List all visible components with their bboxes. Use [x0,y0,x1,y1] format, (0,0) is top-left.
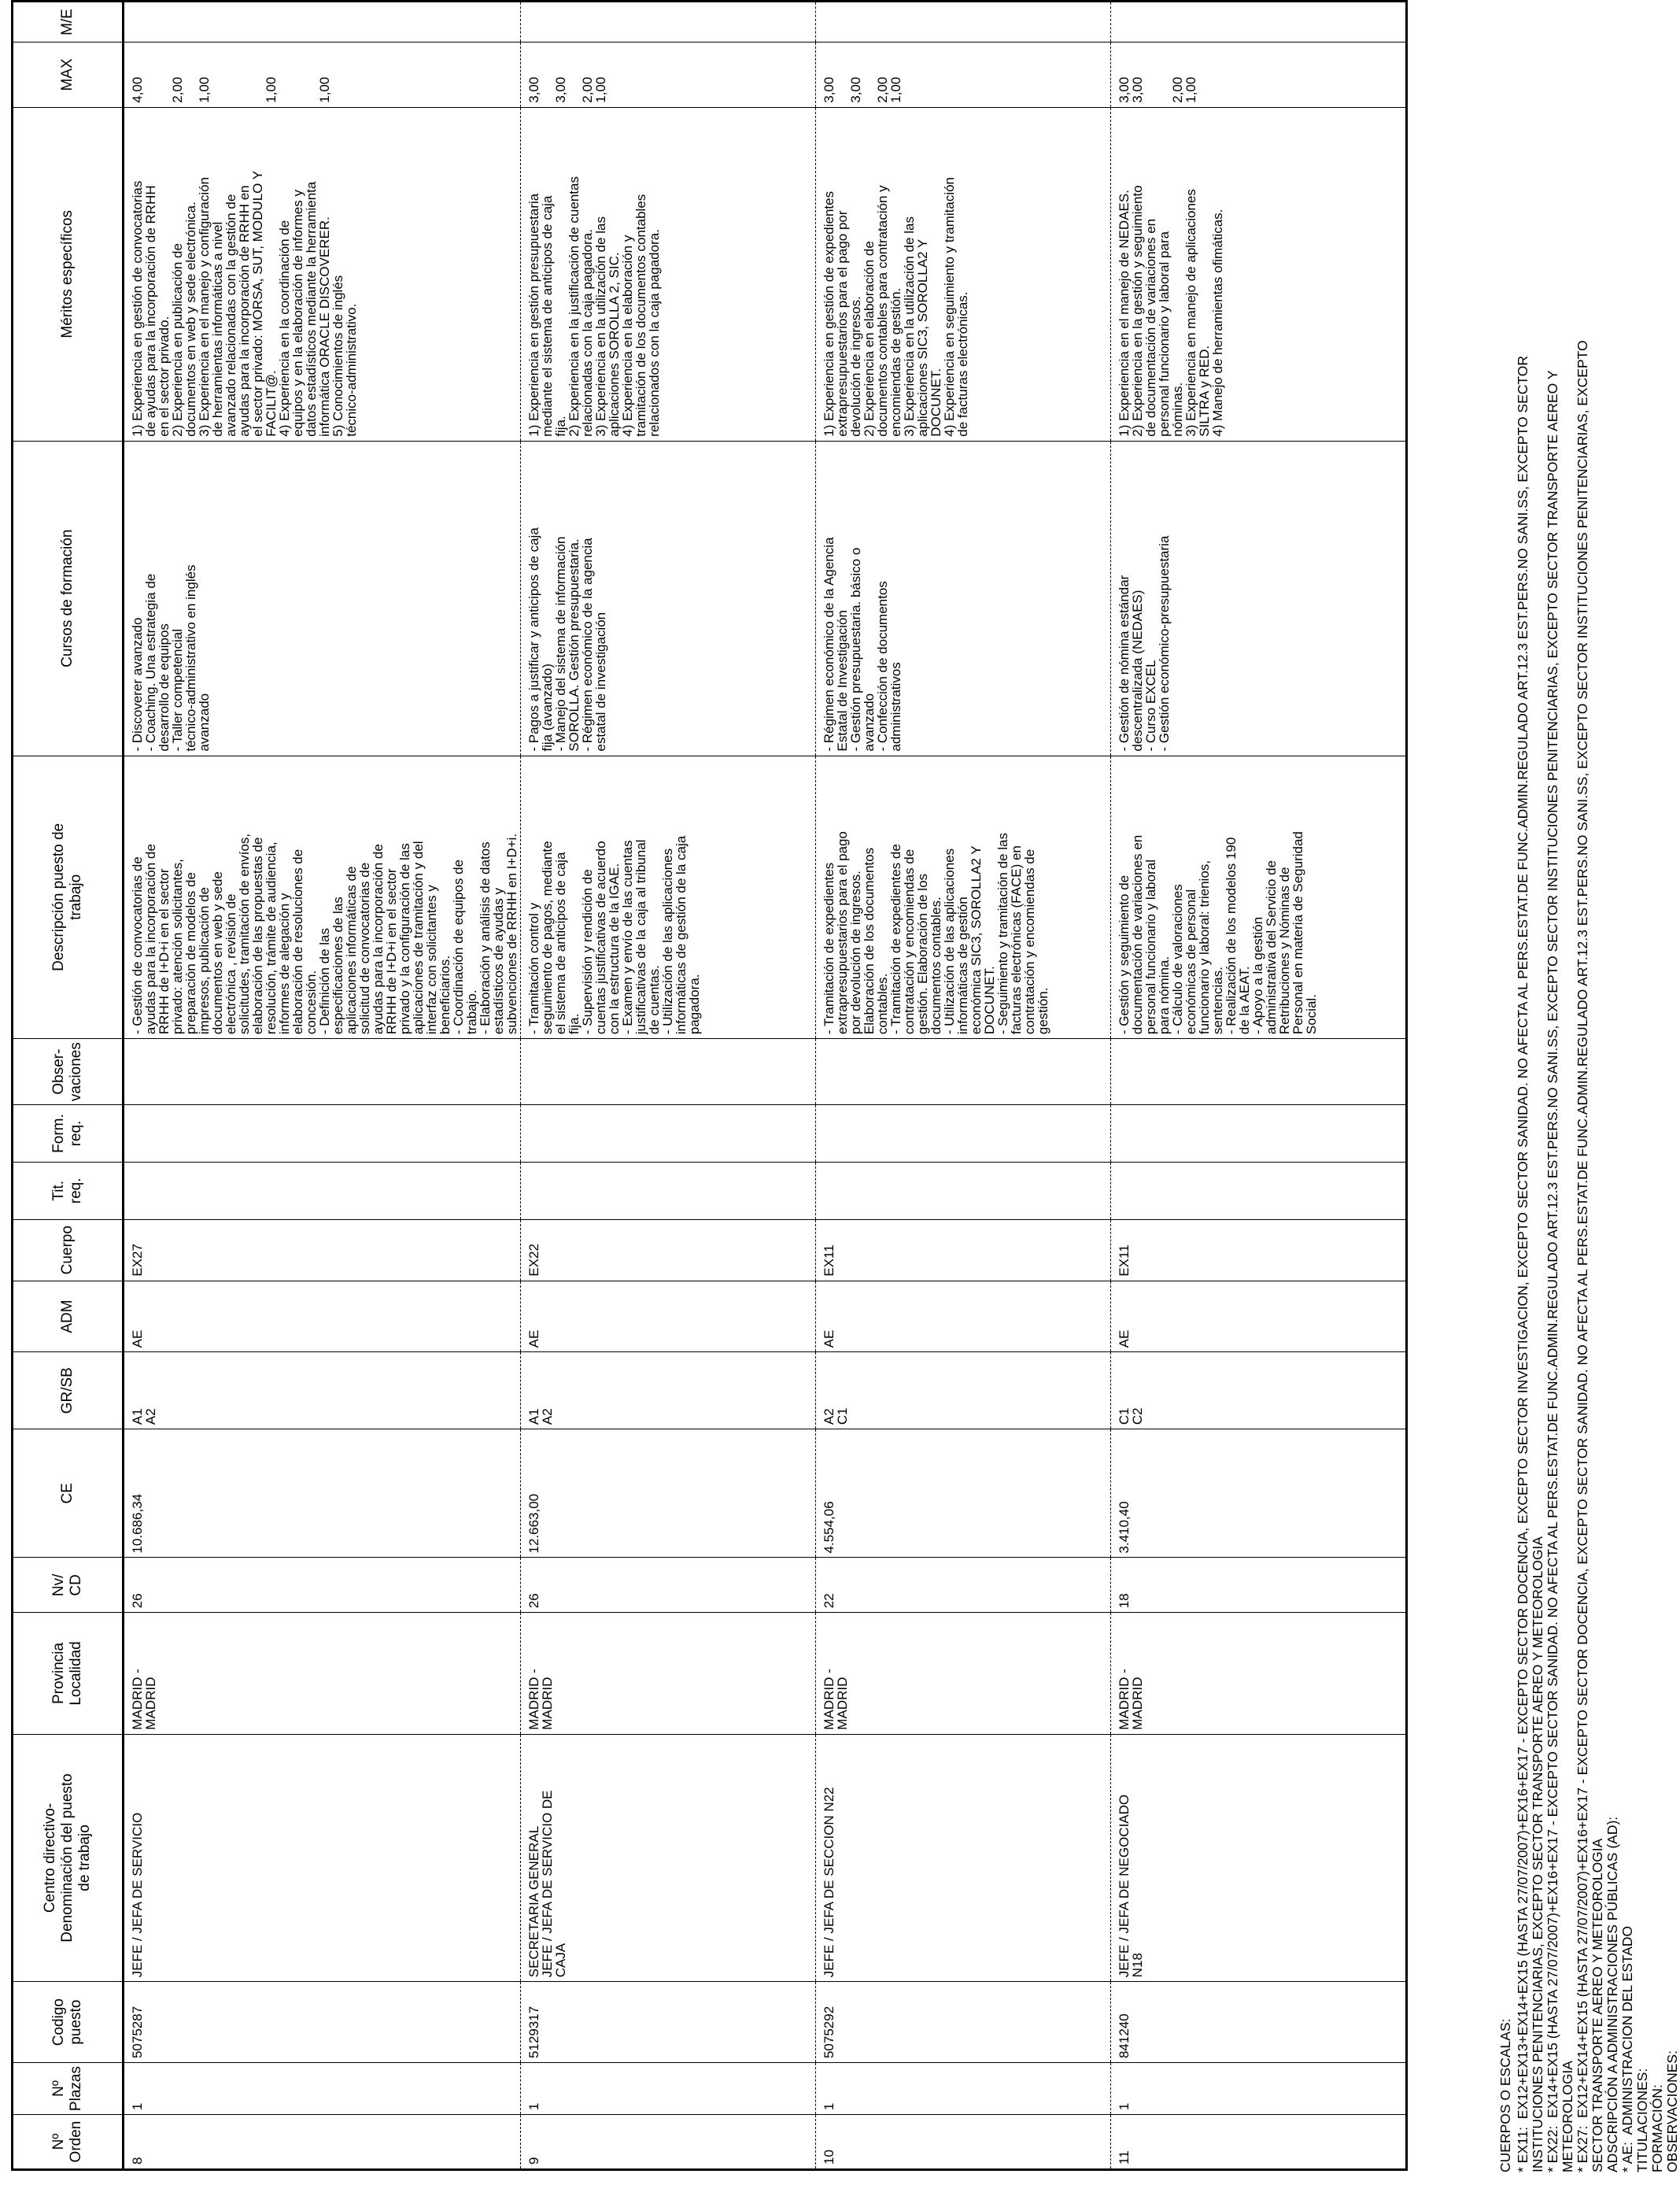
cell-obs [816,1039,1111,1105]
cell-max: 4,00 2,00 1,00 1,00 1,00 [124,43,521,108]
cell-codigo: 5129317 [521,1982,816,2063]
header-codigo: Codigo puesto [13,1982,124,2063]
cell-centro: JEFE / JEFA DE SERVICIO [124,1734,521,1982]
cell-plazas: 1 [124,2063,521,2115]
cell-orden: 11 [1111,2115,1407,2170]
header-provincia: Provincia Localidad [13,1613,124,1734]
footer-line: ADSCRIPCIÓN A ADMINISTRACIONES PÚBLICAS (AD): [1604,1816,1620,2172]
cell-cuerpo: EX11 [816,1219,1111,1281]
table-row [816,2,1111,2170]
cell-nv: 26 [124,1558,521,1613]
cell-me [816,2,1111,43]
footer-line: SECTOR TRANSPORTE AEREO Y METEOROLOGIA [1590,1838,1605,2172]
footer-line: * AE: ADMINISTRACION DEL ESTADO [1619,1925,1635,2172]
cell-tit [521,1162,816,1219]
header-cursos: Cursos de formación [13,441,124,756]
cell-codigo: 841240 [1111,1982,1407,2063]
cell-plazas: 1 [1111,2063,1407,2115]
footer-line: * EX11: EX12+EX13+EX14+EX15 (HASTA 27/07/2007)+EX16+EX17 - EXCEPTO SECTOR DOCENCIA, EXCEPTO SECTOR INVESTIGACION, EXCEPTO SECTOR SANIDAD. NO AFECTA AL PERS.ESTAT.DE FUNC.ADMIN.REGULADO ART.12.3 EST.PERS.NO SANI.SS, EXCEPTO SECTOR [1515,355,1530,2172]
cell-adm: AE [124,1281,521,1352]
header-plazas: Nº Plazas [13,2063,124,2115]
header-row [13,2,124,2170]
cell-gr: C1 C2 [1111,1352,1407,1429]
footer-line: * EX22: EX14+EX15 (HASTA 27/07/2007)+EX16+EX17 - EXCEPTO SECTOR SANIDAD. NO AFECTA AL PERS.ESTAT.DE FUNC.ADMIN.REGULADO ART.12.3 EST.PERS.NO SANI.SS, EXCEPTO SECTOR INSTITUCIONES PENITENCIARIAS, EXCEPTO SECTOR TRANSPORTE AEREO Y [1545,370,1560,2172]
cell-gr: A1 A2 [124,1352,521,1429]
cell-cursos: - Régimen económico de la Agencia Estatal de Investigación - Gestión presupuestaria. básico o avanzado - Confección de documentos administrativos [816,441,1111,756]
header-form: Form. req. [13,1105,124,1163]
footer-title: CUERPOS O ESCALAS: [1497,2018,1513,2172]
header-max: MAX [13,43,124,108]
cell-me [124,2,521,43]
header-descripcion: Descripción puesto de trabajo [13,756,124,1038]
cell-descripcion: - Gestión y seguimiento de documentación de variaciones en personal funcionario y laboral para nómina. - Cálculo de valoraciones económicas de personal funcionario y laboral: trienios, sentencias. - Realización de los modelos 190 de la AEAT. - Apoyo a la gestión administrativa del Servicio de Retribuciones y Nóminas de Personal en materia de Seguridad Social. [1111,756,1407,1038]
cell-cursos: - Discoverer avanzado - Coaching. Una estrategia de desarrollo de equipos - Taller competencial técnico-administrativo en inglés avanzado [124,441,521,756]
cell-meritos: 1) Experiencia en el manejo de NEDAES. 2) Experiencia en la gestión y seguimiento de documentación de variaciones en personal funcionario y laboral para nóminas. 3) Experiencia en manejo de aplicaciones SILTRA y RED. 4) Manejo de herramientas ofimáticas. [1111,107,1407,441]
header-nv: Nv/ CD [13,1558,124,1613]
cell-cursos: - Pagos a justificar y anticipos de caja fija (avanzado) - Manejo del sistema de información SOROLLA. Gestión presupuestaria. - Régimen económico de la agencia estatal de investigación [521,441,816,756]
cell-max: 3,00 3,00 2,00 1,00 [521,43,816,108]
cell-gr: A2 C1 [816,1352,1111,1429]
footer-notes [1498,63,1680,2172]
table-row [521,2,816,2170]
cell-form [1111,1105,1407,1163]
cell-orden: 8 [124,2115,521,2170]
cell-provincia: MADRID - MADRID [1111,1613,1407,1734]
header-orden: Nº Orden [13,2115,124,2170]
cell-tit [124,1162,521,1219]
footer-line: TITULACIONES: [1634,2068,1650,2172]
cell-nv: 26 [521,1558,816,1613]
cell-orden: 9 [521,2115,816,2170]
cell-descripcion: - Gestión de convocatorias de ayudas para la incorporación de RRHH de I+D+i en el sector privado: atención solicitantes, preparación de modelos de impresos, publicación de documentos en web y sede electrónica , revisión de solicitudes, tramitación de envíos, elaboración de las propuestas de resolución, trámite de audiencia, informes de alegación y elaboración de resoluciones de concesión. - Definición de las especificaciones de las aplicaciones informáticas de solicitud de convocatorias de ayudas para la incorporación de RRHH de I+D+i en el sector privado y la configuración de las aplicaciones de tramitación y del interfaz con solicitantes y beneficiarios. - Coordinación de equipos de trabajo. - Elaboración y análisis de datos estadísticos de ayudas y subvenciones de RRHH en I+D+i. [124,756,521,1038]
cell-provincia: MADRID - MADRID [521,1613,816,1734]
cell-obs [521,1039,816,1105]
cell-adm: AE [1111,1281,1407,1352]
cell-ce: 10.686,34 [124,1429,521,1558]
footer-line: METEOROLOGIA [1560,2061,1575,2172]
cell-me [521,2,816,43]
table-row [124,2,521,2170]
job-positions-table [11,0,1408,2171]
cell-adm: AE [816,1281,1111,1352]
footer-line: OBSERVACIONES: [1664,2050,1680,2172]
cell-form [521,1105,816,1163]
cell-provincia: MADRID - MADRID [124,1613,521,1734]
cell-form [816,1105,1111,1163]
cell-gr: A1 A2 [521,1352,816,1429]
cell-meritos: 1) Experiencia en gestión de convocatorias de ayudas para la incorporación de RRHH en el sector privado. 2) Experiencia en publicación de documentos en web y sede electrónica. 3) Experiencia en el manejo y configuración de herramientas informáticas a nivel avanzado relacionadas con la gestión de ayudas para la incorporación de RRHH en el sector privado: MORSA, SUT, MODULO Y FACILIT@. 4) Experiencia en la coordinación de equipos y en la elaboración de informes y datos estadísticos mediante la herramienta informática ORACLE DISCOVERER. 5) Conocimientos de inglés técnico-administrativo. [124,107,521,441]
footer-line: * EX27: EX12+EX14+EX15 (HASTA 27/07/2007)+EX16+EX17 - EXCEPTO SECTOR DOCENCIA, EXCEPTO SECTOR SANIDAD. NO AFECTA AL PERS.ESTAT.DE FUNC.ADMIN.REGULADO ART.12.3 EST.PERS.NO SANI.SS, EXCEPTO SECTOR INSTITUCIONES PENITENCIARIAS, EXCEPTO [1575,340,1590,2172]
cell-ce: 3.410,40 [1111,1429,1407,1558]
header-adm: ADM [13,1281,124,1352]
header-meritos: Méritos específicos [13,107,124,441]
header-tit: Tit. req. [13,1162,124,1219]
header-cuerpo: Cuerpo [13,1219,124,1281]
cell-provincia: MADRID - MADRID [816,1613,1111,1734]
cell-plazas: 1 [816,2063,1111,2115]
cell-meritos: 1) Experiencia en gestión presupuestaria mediante el sistema de anticipos de caja fija. 2) Experiencia en la justificación de cuentas relacionadas con la caja pagadora. 3) Experiencia en la utilización de las aplicaciones SOROLLA 2, SIC. 4) Experiencia en la elaboración y tramitación de los documentos contables relacionados con la caja pagadora. [521,107,816,441]
cell-max: 3,00 3,00 2,00 1,00 [816,43,1111,108]
header-gr: GR/SB [13,1352,124,1429]
cell-descripcion: - Tramitación de expedientes extrapresupuestarios para el pago por devolución de ingresos. Elaboración de los documentos contables. - Tramitación de expedientes de contratación y encomiendas de gestión. Elaboración de los documentos contables. - Utilización de las aplicaciones informáticas de gestión económica SIC3, SOROLLA2 Y DOCUNET. - Seguimiento y tramitación de las facturas electrónicas (FACE) en contratación y encomiendas de gestión. [816,756,1111,1038]
cell-descripcion: - Tramitación control y seguimiento de pagos, mediante el sistema de anticipos de caja fija. - Supervisión y rendición de cuentas justificativas de acuerdo con la estructura de la IGAE. - Examen y envío de las cuentas justificativas de la caja al tribunal de cuentas. - Utilización de las aplicaciones informáticas de gestión de la caja pagadora. [521,756,816,1038]
cell-nv: 22 [816,1558,1111,1613]
cell-centro: SECRETARIA GENERAL JEFE / JEFA DE SERVICIO DE CAJA [521,1734,816,1982]
cell-nv: 18 [1111,1558,1407,1613]
cell-ce: 12.663,00 [521,1429,816,1558]
cell-centro: JEFE / JEFA DE NEGOCIADO N18 [1111,1734,1407,1982]
cell-adm: AE [521,1281,816,1352]
footer-line: FORMACIÓN: [1649,2084,1665,2172]
cell-meritos: 1) Experiencia en gestión de expedientes extrapresupuestarios para el pago por devolución de ingresos. 2) Experiencia en elaboración de documentos contables para contratación y encomiendas de gestión. 3) Experiencia en la utilización de las aplicaciones SIC3, SOROLLA2 Y DOCUNET. 4) Experiencia en seguimiento y tramitación de facturas electrónicas. [816,107,1111,441]
cell-form [124,1105,521,1163]
cell-max: 3,00 3,00 2,00 1,00 [1111,43,1407,108]
cell-centro: JEFE / JEFA DE SECCION N22 [816,1734,1111,1982]
cell-orden: 10 [816,2115,1111,2170]
cell-codigo: 5075292 [816,1982,1111,2063]
cell-cuerpo: EX27 [124,1219,521,1281]
header-centro: Centro directivo- Denominación del puesto de trabajo [13,1734,124,1982]
cell-tit [816,1162,1111,1219]
footer-line: INSTITUCIONES PENITENCIARIAS, EXCEPTO SECTOR TRANSPORTE AEREO Y METEOROLOGIA [1530,1536,1545,2172]
cell-me [1111,2,1407,43]
cell-obs [124,1039,521,1105]
header-ce: CE [13,1429,124,1558]
table-row [1111,2,1407,2170]
cell-ce: 4.554,06 [816,1429,1111,1558]
cell-obs [1111,1039,1407,1105]
cell-codigo: 5075287 [124,1982,521,2063]
cell-plazas: 1 [521,2063,816,2115]
cell-tit [1111,1162,1407,1219]
cell-cuerpo: EX22 [521,1219,816,1281]
cell-cursos: - Gestión de nómina estándar descentralizada (NEDAES) - Curso EXCEL - Gestión económico-presupuestaria [1111,441,1407,756]
header-me: M/E [13,2,124,43]
cell-cuerpo: EX11 [1111,1219,1407,1281]
header-obs: Obser- vaciones [13,1039,124,1105]
